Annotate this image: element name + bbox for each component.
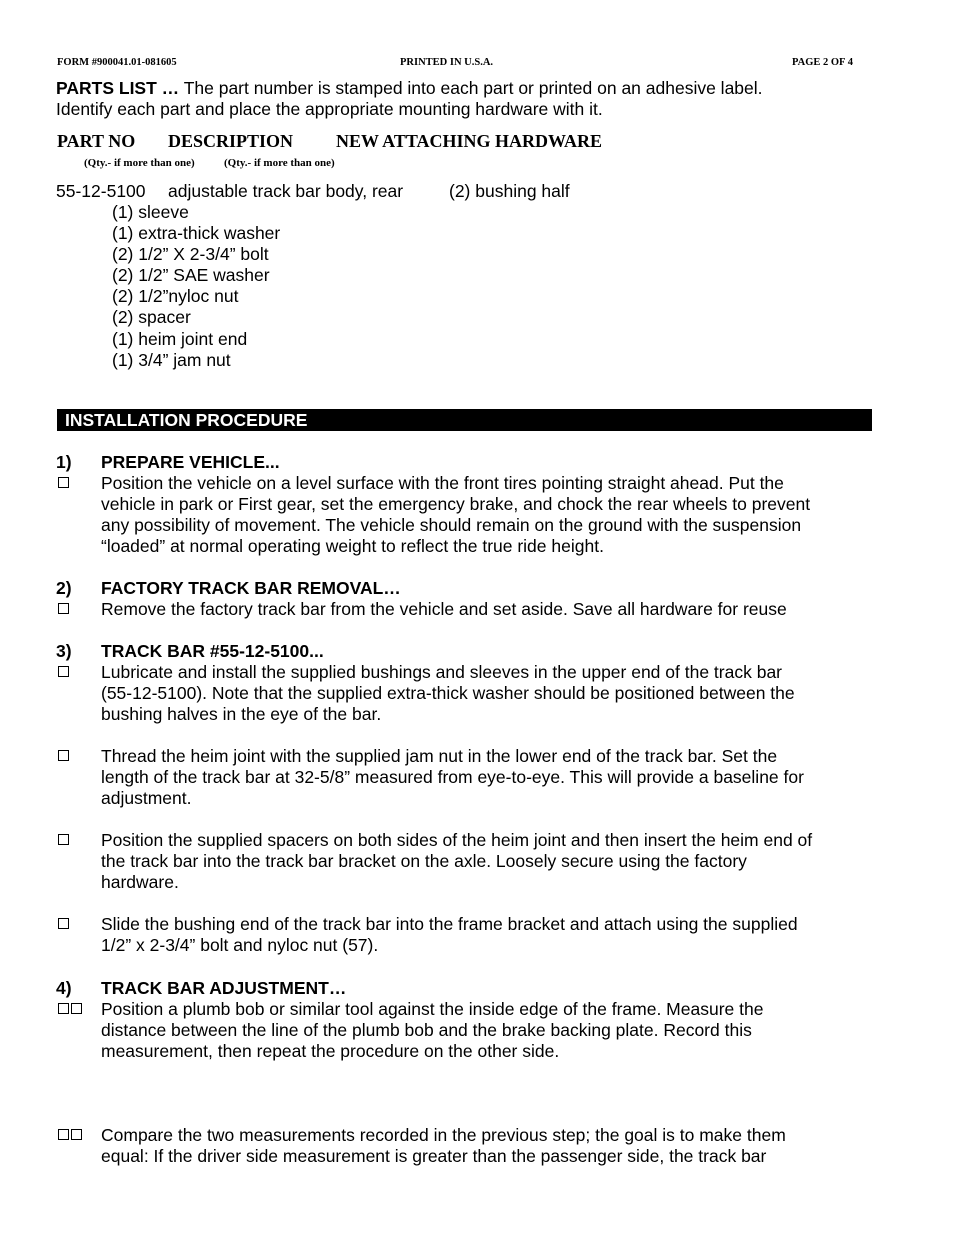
paragraph-line: length of the track bar at 32-5/8” measured from eye-to-eye. This will provide a baseline for bbox=[101, 767, 804, 787]
paragraph-line: vehicle in park or First gear, set the emergency brake, and chock the rear wheels to prevent bbox=[101, 494, 811, 514]
hardware-item: (2) bushing half bbox=[449, 181, 570, 201]
paragraph-line: measurement, then repeat the procedure on the other side. bbox=[101, 1041, 560, 1061]
double-checkbox-icon bbox=[58, 999, 82, 1014]
form-number: FORM #900041.01-081605 bbox=[57, 57, 177, 68]
qty-note-hardware: (Qty.- if more than one) bbox=[224, 157, 335, 169]
step-paragraph bbox=[101, 830, 876, 893]
part-description: adjustable track bar body, rear bbox=[168, 181, 404, 201]
paragraph-line: hardware. bbox=[101, 872, 179, 892]
paragraph-line: Position the vehicle on a level surface with the front tires pointing straight ahead. Put the bbox=[101, 473, 784, 493]
parts-list-title: PARTS LIST … bbox=[56, 78, 180, 98]
parts-list-intro bbox=[56, 78, 763, 99]
checkbox-icon bbox=[58, 746, 69, 761]
step-paragraph bbox=[101, 599, 876, 620]
paragraph-line: distance between the line of the plumb bob and the brake backing plate. Record this bbox=[101, 1020, 752, 1040]
step-paragraph bbox=[101, 746, 876, 809]
step-paragraph bbox=[101, 473, 876, 557]
paragraph-line: Thread the heim joint with the supplied jam nut in the lower end of the track bar. Set the bbox=[101, 746, 778, 766]
part-number: 55-12-5100 bbox=[56, 181, 146, 201]
step-number: 4) bbox=[56, 978, 72, 998]
checkbox-icon bbox=[58, 473, 69, 488]
hardware-item: (2) spacer bbox=[112, 307, 191, 328]
hardware-item: (1) 3/4” jam nut bbox=[112, 349, 231, 370]
checkbox-icon bbox=[58, 599, 69, 614]
double-checkbox-icon bbox=[58, 1125, 82, 1140]
hardware-item: (2) 1/2” SAE washer bbox=[112, 265, 270, 286]
paragraph-line: the track bar into the track bar bracket on the axle. Loosely secure using the factory bbox=[101, 851, 747, 871]
checkbox-icon bbox=[58, 662, 69, 677]
paragraph-line: bushing halves in the eye of the bar. bbox=[101, 704, 382, 724]
hardware-item: (1) extra-thick washer bbox=[112, 223, 281, 244]
step-number: 1) bbox=[56, 452, 72, 472]
col-description: DESCRIPTION bbox=[168, 131, 294, 151]
hardware-item: (2) 1/2” X 2-3/4” bolt bbox=[112, 244, 269, 265]
printed-note: PRINTED IN U.S.A. bbox=[400, 57, 494, 68]
paragraph-line: Remove the factory track bar from the vehicle and set aside. Save all hardware for reuse bbox=[101, 599, 787, 619]
paragraph-line: any possibility of movement. The vehicle should remain on the ground with the suspension bbox=[101, 515, 802, 535]
step-paragraph bbox=[101, 999, 876, 1062]
hardware-list bbox=[112, 202, 280, 371]
step-paragraph bbox=[101, 1125, 876, 1167]
hardware-item: (1) heim joint end bbox=[112, 328, 248, 349]
qty-note-description: (Qty.- if more than one) bbox=[84, 157, 195, 169]
hardware-item: (1) sleeve bbox=[112, 202, 189, 222]
checkbox-icon bbox=[58, 830, 69, 845]
installation-banner: INSTALLATION PROCEDURE bbox=[57, 409, 872, 431]
paragraph-line: Position a plumb bob or similar tool against the inside edge of the frame. Measure the bbox=[101, 999, 764, 1019]
step-title: TRACK BAR #55-12-5100... bbox=[101, 641, 324, 661]
checkbox-icon bbox=[58, 914, 69, 929]
col-hardware: NEW ATTACHING HARDWARE bbox=[336, 131, 603, 151]
paragraph-line: equal: If the driver side measurement is greater than the passenger side, the track bar bbox=[101, 1146, 767, 1166]
paragraph-line: Compare the two measurements recorded in the previous step; the goal is to make them bbox=[101, 1125, 786, 1145]
parts-list-intro-line2: Identify each part and place the appropriate mounting hardware with it. bbox=[56, 99, 603, 119]
step-paragraph bbox=[101, 662, 876, 725]
col-part-no: PART NO bbox=[57, 131, 136, 151]
paragraph-line: adjustment. bbox=[101, 788, 192, 808]
step-title: PREPARE VEHICLE... bbox=[101, 452, 280, 472]
paragraph-line: Position the supplied spacers on both sides of the heim joint and then insert the heim end of bbox=[101, 830, 813, 850]
paragraph-line: “loaded” at normal operating weight to reflect the true ride height. bbox=[101, 536, 604, 556]
step-paragraph bbox=[101, 914, 876, 956]
page-number: PAGE 2 OF 4 bbox=[792, 57, 853, 68]
step-number: 3) bbox=[56, 641, 72, 661]
paragraph-line: Lubricate and install the supplied bushings and sleeves in the upper end of the track bar bbox=[101, 662, 783, 682]
paragraph-line: (55-12-5100). Note that the supplied extra-thick washer should be positioned between the bbox=[101, 683, 795, 703]
hardware-item: (2) 1/2”nyloc nut bbox=[112, 286, 239, 307]
step-title: TRACK BAR ADJUSTMENT… bbox=[101, 978, 347, 998]
parts-list-intro-line1: The part number is stamped into each part or printed on an adhesive label. bbox=[179, 78, 763, 98]
step-number: 2) bbox=[56, 578, 72, 598]
paragraph-line: 1/2” x 2-3/4” bolt and nyloc nut (57). bbox=[101, 935, 379, 955]
step-title: FACTORY TRACK BAR REMOVAL… bbox=[101, 578, 401, 598]
paragraph-line: Slide the bushing end of the track bar into the frame bracket and attach using the supplied bbox=[101, 914, 798, 934]
